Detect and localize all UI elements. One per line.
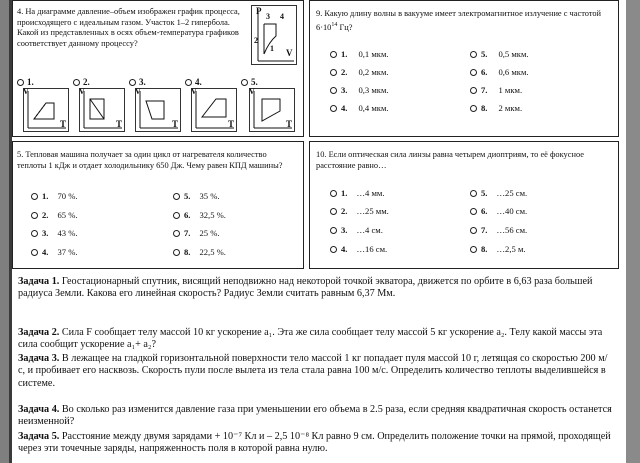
q10-radio-4[interactable] [330,246,337,253]
q9-answer-5-val: 0,5 мкм. [498,49,529,59]
question-4-option-3[interactable] [129,78,183,134]
task-5-label: Задача 5. [18,431,60,442]
q10-answer-8-num: 8. [481,244,488,254]
question-10-box [309,141,619,269]
option-2-graph [79,88,125,132]
q10-answer-2-val: …25 мм. [356,206,389,216]
window-left-border [0,0,9,463]
q10-radio-7[interactable] [470,227,477,234]
task-5 [18,431,614,456]
q10-answer-7[interactable] [470,225,527,235]
q9-radio-8[interactable] [470,105,477,112]
q10-answer-1-num: 1. [341,188,348,198]
option-3-graph [135,88,181,132]
q9-answer-1-num: 1. [341,49,348,59]
task-2 [18,327,614,352]
q9-radio-2[interactable] [330,69,337,76]
q5-answer-5[interactable] [173,191,220,201]
q5-radio-3[interactable] [31,230,38,237]
option-1-axis-v: V [23,87,29,96]
q9-answer-2-num: 2. [341,67,348,77]
question-10-text: 10. Если оптическая сила линзы равна четырем диоптриям, то её фокусное расстояние равно… [316,150,584,170]
option-3-axis-t: T [172,119,179,129]
q9-answer-4-val: 0,4 мкм. [358,103,389,113]
q9-answer-2-val: 0,2 мкм. [358,67,389,77]
q10-answer-8[interactable] [470,244,526,254]
q9-answer-8[interactable] [470,103,522,113]
option-2-number: 2. [83,77,90,87]
q9-answer-6-num: 6. [481,67,488,77]
pv-point-2: 2 [254,36,258,45]
q9-answer-1-val: 0,1 мкм. [358,49,389,59]
q9-answer-8-val: 2 мкм. [498,103,523,113]
q10-radio-8[interactable] [470,246,477,253]
q10-answer-5-num: 5. [481,188,488,198]
q9-answer-5-num: 5. [481,49,488,59]
q10-radio-1[interactable] [330,190,337,197]
q9-answer-6-val: 0,6 мкм. [498,67,529,77]
q5-answer-1-val: 70 %. [57,191,78,201]
q10-answer-6-num: 6. [481,206,488,216]
q9-radio-6[interactable] [470,69,477,76]
q9-radio-7[interactable] [470,87,477,94]
option-4-axis-t: T [228,119,235,129]
question-9-box [309,0,619,137]
pv-point-4: 4 [280,12,284,21]
q9-answer-5[interactable] [470,49,529,59]
q9-answer-3-val: 0,3 мкм. [358,85,389,95]
q5-answer-4-num: 4. [42,247,49,257]
q5-answer-4-val: 37 %. [57,247,78,257]
question-4-text: 4. На диаграмме давление–объем изображен график процесса, происходящего с идеальным газом. Участок 1–2 гипербола. Какой из представленных в осях объем-температура графиков соответствует данному процессу? [17,7,240,48]
radio-option-3[interactable] [129,79,136,86]
option-5-axis-v: V [249,87,255,96]
task-2-text: Сила F сообщает телу массой 10 кг ускорение a₁. Эта же сила сообщает телу массой 5 кг ускорение a₂. Телу какой массы эта сила сообщит ускорение a₁+ a₂? [18,327,603,351]
question-4-option-1[interactable] [17,78,71,134]
task-5-text: Расстояние между двумя зарядами + 10⁻⁷ Кл и – 2,5 10⁻⁸ Кл равно 9 см. Определить положение точки на прямой, проходящей через эти точечные заряды, напряженность поля в которой равна нулю. [18,431,611,455]
document-page [12,0,626,463]
task-3 [18,353,614,390]
q9-answer-2[interactable] [330,67,389,77]
q9-radio-4[interactable] [330,105,337,112]
option-5-graph [249,88,295,132]
question-4-box [12,0,304,137]
q9-answer-7-val: 1 мкм. [498,85,523,95]
q5-answer-8-num: 8. [184,247,191,257]
q5-answer-5-num: 5. [184,191,191,201]
q5-radio-4[interactable] [31,249,38,256]
q10-answer-6-val: …40 см. [496,206,528,216]
q10-answer-4-val: …16 см. [356,244,388,254]
q10-answer-2[interactable] [330,206,389,216]
option-4-axis-v: V [191,87,197,96]
q10-answer-8-val: …2,5 м. [496,244,526,254]
q5-radio-2[interactable] [31,212,38,219]
q5-answer-3[interactable] [31,228,78,238]
task-1-label: Задача 1. [18,276,60,287]
q10-answer-7-num: 7. [481,225,488,235]
q5-radio-8[interactable] [173,249,180,256]
question-9-exponent: 14 [331,21,338,28]
radio-option-5[interactable] [241,79,248,86]
q10-answer-5[interactable] [470,188,527,198]
task-3-label: Задача 3. [18,353,60,364]
q5-answer-3-val: 43 %. [57,228,78,238]
option-4-number: 4. [195,77,202,87]
q10-answer-3-num: 3. [341,225,348,235]
task-1-text: Геостационарный спутник, висящий неподвижно над некоторой точкой экватора, движется по орбите в 6,63 раза большей радиуса Земли. Какова его линейная скорость? Радиус Земли считать равным 6,37 Мм. [18,276,593,300]
pv-point-1: 1 [270,44,274,53]
q10-radio-3[interactable] [330,227,337,234]
q9-answer-7[interactable] [470,85,522,95]
pv-axis-p: P [256,6,262,16]
q10-answer-7-val: …56 см. [496,225,528,235]
q5-answer-8[interactable] [173,247,226,257]
q5-answer-2-num: 2. [42,210,49,220]
question-4-option-5[interactable] [241,78,299,134]
option-5-number: 5. [251,77,258,87]
q5-answer-6-num: 6. [184,210,191,220]
q5-answer-7-num: 7. [184,228,191,238]
q5-radio-6[interactable] [173,212,180,219]
task-3-text: В лежащее на гладкой горизонтальной поверхности тело массой 1 кг попадает пуля массой 10 г, летящая со скоростью 200 м/с, и пробивает его насквозь. Скорость пули после вылета из тела стала равна 100 м/с. Определить количество теплоты выделившейся в системе. [18,353,608,389]
q10-answer-6[interactable] [470,206,527,216]
pv-point-3: 3 [266,12,270,21]
task-1 [18,276,614,301]
q10-answer-5-val: …25 см. [496,188,528,198]
q5-answer-2[interactable] [31,210,78,220]
q9-answer-4-num: 4. [341,103,348,113]
question-4-option-2[interactable] [73,78,127,134]
q5-answer-2-val: 65 %. [57,210,78,220]
question-9-text-a: 9. Какую длину волны в вакууме имеет электромагнитное излучение с частотой 6·10 [316,9,602,32]
radio-option-2[interactable] [73,79,80,86]
radio-option-1[interactable] [17,79,24,86]
option-2-axis-v: V [79,87,85,96]
pv-axis-v: V [286,48,293,58]
question-4-main-graph [251,5,297,65]
q9-answer-1[interactable] [330,49,389,59]
q5-answer-8-val: 22,5 %. [199,247,226,257]
q9-answer-7-num: 7. [481,85,488,95]
question-9-text [316,9,606,33]
q10-radio-6[interactable] [470,208,477,215]
q5-answer-6-val: 32,5 %. [199,210,226,220]
task-4-label: Задача 4. [18,404,60,415]
q10-answer-4[interactable] [330,244,387,254]
window-right-border [626,0,640,463]
q5-radio-7[interactable] [173,230,180,237]
q9-answer-3-num: 3. [341,85,348,95]
q9-radio-1[interactable] [330,51,337,58]
q5-answer-7-val: 25 %. [199,228,220,238]
q10-answer-3-val: …4 см. [356,225,383,235]
option-3-number: 3. [139,77,146,87]
option-1-number: 1. [27,77,34,87]
option-4-graph [191,88,237,132]
option-2-axis-t: T [116,119,123,129]
q10-radio-5[interactable] [470,190,477,197]
q5-answer-7[interactable] [173,228,220,238]
q10-answer-1[interactable] [330,188,385,198]
q10-answer-3[interactable] [330,225,383,235]
q5-answer-4[interactable] [31,247,78,257]
option-1-axis-t: T [60,119,67,129]
task-4 [18,404,614,429]
task-2-label: Задача 2. [18,327,60,338]
option-1-graph [23,88,69,132]
option-3-axis-v: V [135,87,141,96]
radio-option-4[interactable] [185,79,192,86]
q9-answer-8-num: 8. [481,103,488,113]
option-5-axis-t: T [286,119,293,129]
question-4-option-4[interactable] [185,78,239,134]
q10-answer-2-num: 2. [341,206,348,216]
q9-answer-6[interactable] [470,67,529,77]
q10-radio-2[interactable] [330,208,337,215]
q5-answer-1-num: 1. [42,191,49,201]
q5-answer-6[interactable] [173,210,226,220]
q9-answer-3[interactable] [330,85,389,95]
q5-radio-1[interactable] [31,193,38,200]
q5-radio-5[interactable] [173,193,180,200]
q10-answer-4-num: 4. [341,244,348,254]
q9-radio-3[interactable] [330,87,337,94]
question-5-box [12,141,304,269]
q10-answer-1-val: …4 мм. [356,188,385,198]
q9-radio-5[interactable] [470,51,477,58]
q5-answer-3-num: 3. [42,228,49,238]
q5-answer-5-val: 35 %. [199,191,220,201]
question-9-text-b: Гц? [337,22,353,32]
question-5-text: 5. Тепловая машина получает за один цикл от нагревателя количество теплоты 1 кДж и отдает холодильнику 650 Дж. Чему равен КПД машины? [17,150,283,170]
task-4-text: Во сколько раз изменится давление газа при уменьшении его объема в 2.5 раза, если средняя квадратичная скорость останется неизменной? [18,404,612,428]
q5-answer-1[interactable] [31,191,78,201]
q9-answer-4[interactable] [330,103,389,113]
